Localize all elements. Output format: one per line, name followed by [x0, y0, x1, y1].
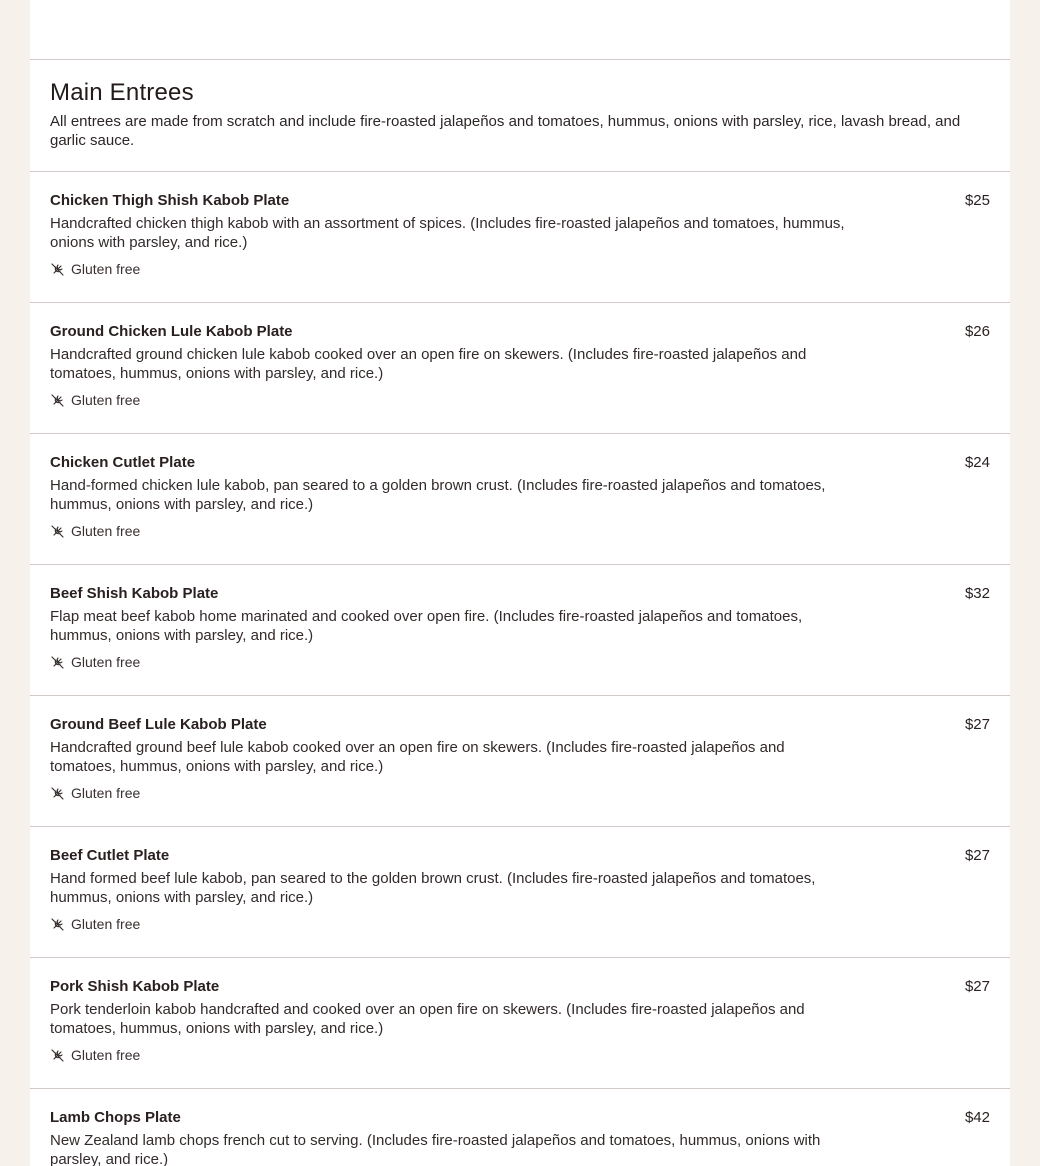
item-name: Pork Shish Kabob Plate [50, 978, 220, 995]
item-description: Pork tenderloin kabob handcrafted and cooked over an open fire on skewers. (Includes fire-roasted jalapeños and tomatoes, hummus, onions with parsley, and rice.) [50, 1001, 805, 1037]
dietary-tag-label: Gluten free [71, 261, 141, 277]
dietary-tag-label: Gluten free [71, 654, 141, 670]
item-description: New Zealand lamb chops french cut to serving. (Includes fire-roasted jalapeños and tomatoes, hummus, onions with parsley, and rice.) [50, 1132, 821, 1166]
item-name: Ground Beef Lule Kabob Plate [50, 716, 267, 733]
item-price: $32 [964, 585, 990, 602]
menu-card [30, 0, 1010, 1166]
section-description: All entrees are made from scratch and include fire-roasted jalapeños and tomatoes, hummus, onions with parsley, rice, lavash bread, and garlic sauce. [50, 113, 961, 149]
dietary-tag [50, 392, 850, 408]
menu-item[interactable] [30, 696, 1010, 827]
menu-item[interactable] [30, 434, 1010, 565]
menu-item[interactable] [30, 958, 1010, 1089]
item-name: Chicken Thigh Shish Kabob Plate [50, 192, 290, 209]
menu-item[interactable] [30, 565, 1010, 696]
dietary-tag [50, 261, 850, 277]
gluten-free-icon [50, 524, 65, 539]
top-spacer [30, 0, 1010, 60]
dietary-tag-label: Gluten free [71, 785, 141, 801]
item-description: Hand-formed chicken lule kabob, pan seared to a golden brown crust. (Includes fire-roasted jalapeños and tomatoes, hummus, onions with parsley, and rice.) [50, 477, 826, 513]
dietary-tag [50, 785, 850, 801]
gluten-free-icon [50, 655, 65, 670]
dietary-tag [50, 1047, 850, 1063]
item-name: Chicken Cutlet Plate [50, 454, 196, 471]
dietary-tag [50, 916, 850, 932]
section-title: Main Entrees [50, 79, 194, 106]
gluten-free-icon [50, 393, 65, 408]
item-price: $26 [964, 323, 990, 340]
gluten-free-icon [50, 1048, 65, 1063]
item-price: $27 [964, 847, 990, 864]
item-name: Ground Chicken Lule Kabob Plate [50, 323, 293, 340]
item-description: Handcrafted chicken thigh kabob with an assortment of spices. (Includes fire-roasted jalapeños and tomatoes, hummus, onions with parsley, and rice.) [50, 215, 845, 251]
item-price: $27 [964, 978, 990, 995]
dietary-tag-label: Gluten free [71, 916, 141, 932]
item-name: Lamb Chops Plate [50, 1109, 181, 1126]
menu-item[interactable] [30, 303, 1010, 434]
gluten-free-icon [50, 917, 65, 932]
menu-item[interactable] [30, 1089, 1010, 1166]
dietary-tag-label: Gluten free [71, 523, 141, 539]
item-name: Beef Cutlet Plate [50, 847, 170, 864]
item-price: $25 [964, 192, 990, 209]
menu-item[interactable] [30, 172, 1010, 303]
dietary-tag [50, 523, 850, 539]
item-name: Beef Shish Kabob Plate [50, 585, 219, 602]
dietary-tag [50, 654, 850, 670]
item-description: Flap meat beef kabob home marinated and cooked over open fire. (Includes fire-roasted jalapeños and tomatoes, hummus, onions with parsley, and rice.) [50, 608, 803, 644]
gluten-free-icon [50, 786, 65, 801]
item-price: $42 [964, 1109, 990, 1126]
menu-item-list [30, 172, 1010, 1166]
item-price: $24 [964, 454, 990, 471]
gluten-free-icon [50, 262, 65, 277]
section-header [30, 60, 1010, 172]
dietary-tag-label: Gluten free [71, 1047, 141, 1063]
dietary-tag-label: Gluten free [71, 392, 141, 408]
item-description: Handcrafted ground beef lule kabob cooked over an open fire on skewers. (Includes fire-roasted jalapeños and tomatoes, hummus, onions with parsley, and rice.) [50, 739, 785, 775]
item-description: Hand formed beef lule kabob, pan seared to the golden brown crust. (Includes fire-roasted jalapeños and tomatoes, hummus, onions with parsley, and rice.) [50, 870, 816, 906]
item-price: $27 [964, 716, 990, 733]
menu-item[interactable] [30, 827, 1010, 958]
item-description: Handcrafted ground chicken lule kabob cooked over an open fire on skewers. (Includes fire-roasted jalapeños and tomatoes, hummus, onions with parsley, and rice.) [50, 346, 807, 382]
